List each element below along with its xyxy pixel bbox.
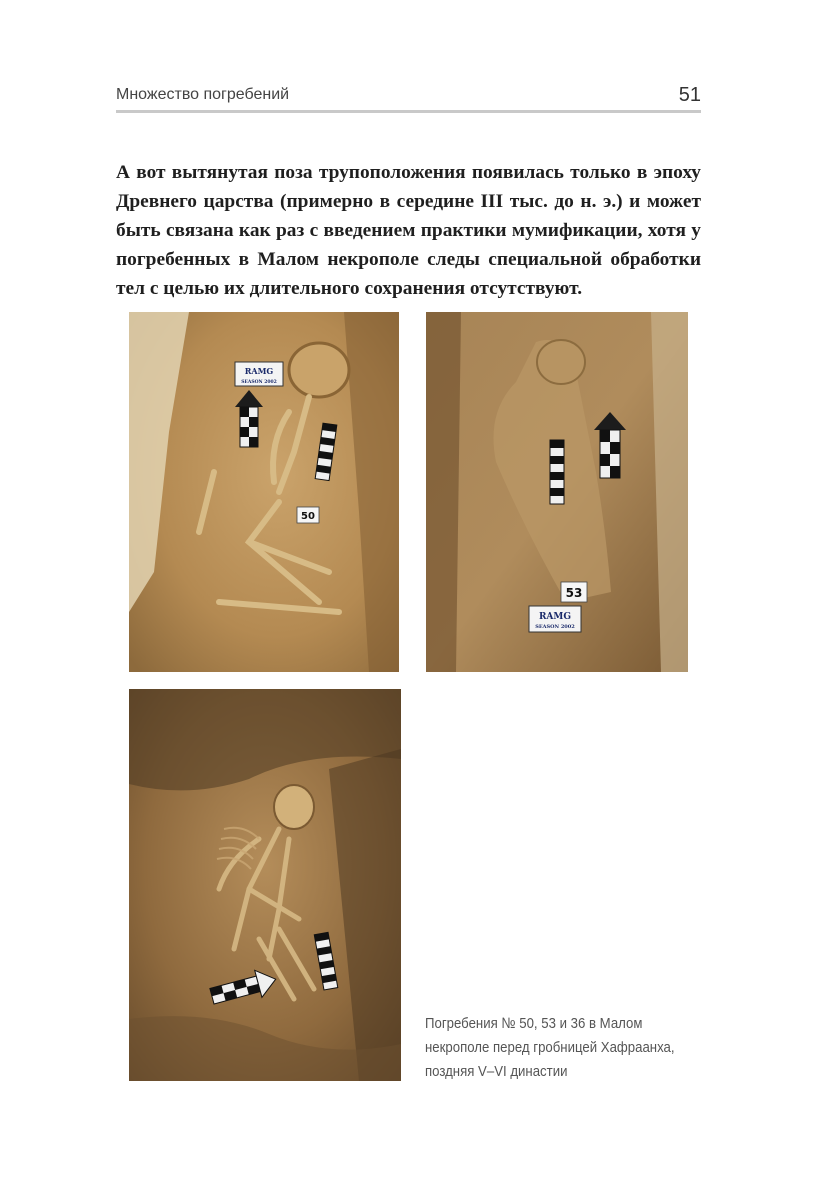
burial-label-text: 53 xyxy=(565,586,583,600)
figure-caption: Погребения № 50, 53 и 36 в Малом некрополе перед гробницей Хафраанха, поздняя V–VI династии xyxy=(425,1015,675,1080)
ramg-sign-line1: RAMG xyxy=(244,366,274,376)
ramg-sign-line2: SEASON 2002 xyxy=(241,380,277,385)
ramg-sign xyxy=(529,606,581,632)
burial-photo-50-image xyxy=(129,312,399,672)
running-title: Множество погребений xyxy=(116,86,290,103)
header-rule xyxy=(116,110,701,113)
page-header xyxy=(116,82,701,114)
ramg-sign-line1: RAMG xyxy=(538,612,572,622)
burial-photo-53-image xyxy=(426,312,688,672)
ramg-sign xyxy=(235,362,283,386)
burial-label-text: 50 xyxy=(301,511,315,522)
burial-label xyxy=(297,507,319,523)
page-number: 51 xyxy=(678,84,701,106)
burial-label xyxy=(561,582,587,602)
body-paragraph: А вот вытянутая поза трупоположения появилась только в эпоху Древнего царства (примерно в середине III тыс. до н. э.) и может быть связана как раз с введением практики мумификации, хотя у погребенных в Малом некрополе следы специальной обработки тел с целью их длительного сохранения отсутствуют. xyxy=(116,162,701,299)
burial-photo-36 xyxy=(129,689,401,1081)
burial-photo-50 xyxy=(129,312,399,672)
burial-photo-36-image xyxy=(129,689,401,1081)
scale-bar-icon xyxy=(550,440,564,504)
ramg-sign-line2: SEASON 2002 xyxy=(535,624,575,630)
burial-photo-53 xyxy=(426,312,688,672)
